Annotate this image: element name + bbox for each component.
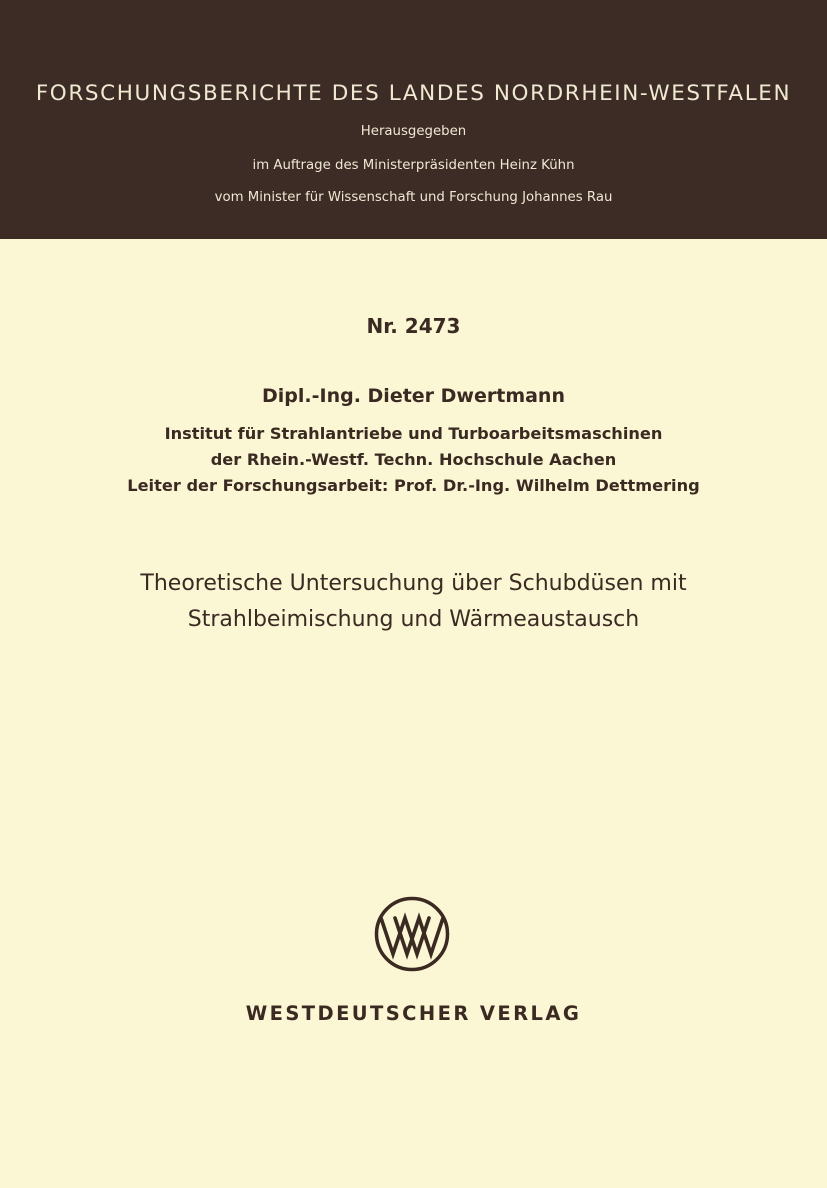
institute-line: Institut für Strahlantriebe und Turboarbeitsmaschinen [164,424,663,443]
header-editor-line: Herausgegeben [360,124,467,139]
research-lead-line: Leiter der Forschungsarbeit: Prof. Dr.-Ing. Wilhelm Dettmering [127,476,700,495]
report-number: Nr. 2473 [366,314,461,338]
header-commission-line: im Auftrage des Ministerpräsidenten Heinz Kühn [252,158,575,173]
series-title: FORSCHUNGSBERICHTE DES LANDES NORDRHEIN-WESTFALEN [35,81,792,106]
series-header-band [0,0,827,239]
ww-logo-icon [374,896,450,972]
header-minister-line: vom Minister für Wissenschaft und Forschung Johannes Rau [214,190,613,205]
report-title-line: Theoretische Untersuchung über Schubdüsen mit [140,571,687,596]
publisher-name: WESTDEUTSCHER VERLAG [245,1002,582,1025]
author-name: Dipl.-Ing. Dieter Dwertmann [262,385,565,407]
institute-line: der Rhein.-Westf. Techn. Hochschule Aachen [210,450,617,469]
report-title-line: Strahlbeimischung und Wärmeaustausch [187,607,640,632]
